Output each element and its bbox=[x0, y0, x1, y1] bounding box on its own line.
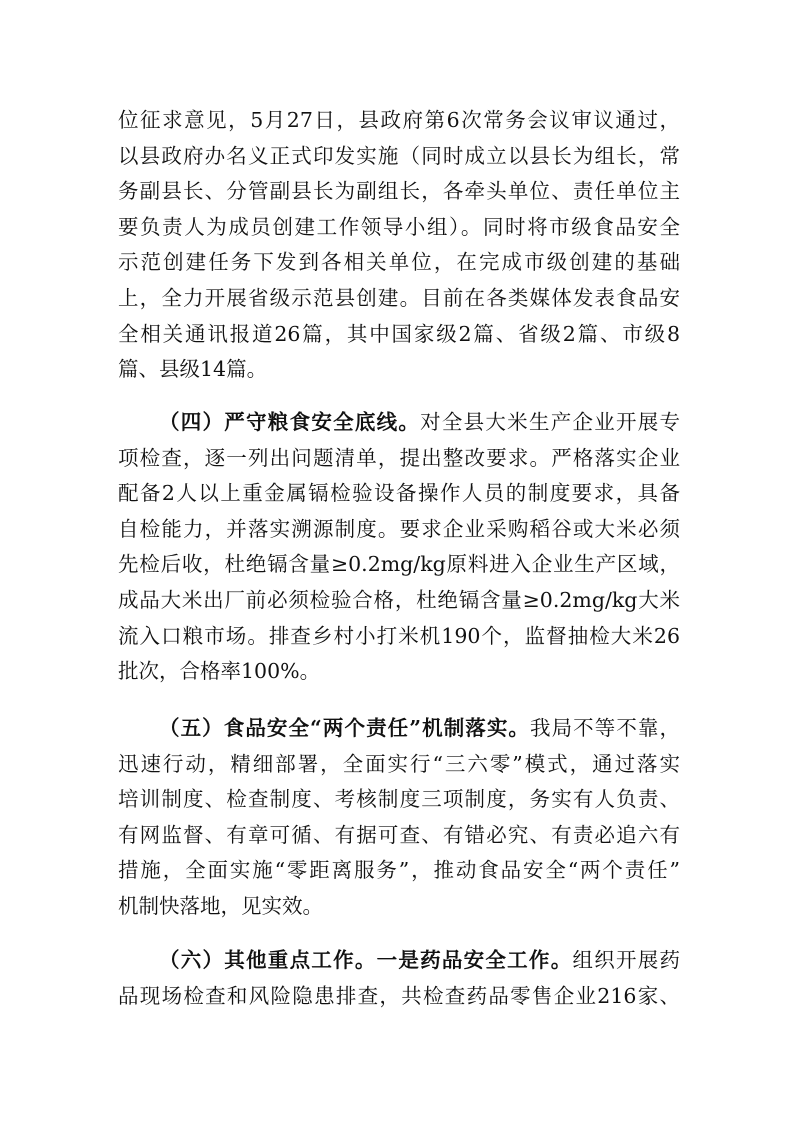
text-line: 先检后收，杜绝镉含量≥0.2mg/kg原料进入企业生产区域， bbox=[118, 552, 680, 577]
text-line: 品现场检查和风险隐患排查，共检查药品零售企业216家、 bbox=[118, 983, 680, 1008]
text-line: 示范创建任务下发到各相关单位，在完成市级创建的基础 bbox=[118, 250, 680, 275]
text-line: 位征求意见，5月27日，县政府第6次常务会议审议通过， bbox=[118, 108, 680, 132]
text-run: 对全县大米生产企业开展专 bbox=[420, 410, 681, 434]
text-run: 我局不等不靠， bbox=[530, 716, 680, 740]
text-line: 机制快落地，见实效。 bbox=[118, 893, 323, 918]
text-line: 项检查，逐一列出问题清单，提出整改要求。严格落实企业 bbox=[118, 445, 680, 470]
text-line bbox=[118, 943, 680, 979]
paragraph-1 bbox=[118, 103, 680, 388]
text-line: 上，全力开展省级示范县创建。目前在各类媒体发表食品安 bbox=[118, 285, 680, 310]
paragraph-grain-safety bbox=[118, 405, 680, 690]
text-line: 篇、县级14篇。 bbox=[118, 357, 268, 382]
section-heading: （四）严守粮食安全底线。 bbox=[159, 410, 421, 434]
text-line: 以县政府办名义正式印发实施（同时成立以县长为组长，常 bbox=[118, 143, 680, 168]
text-line: 全相关通讯报道26篇，其中国家级2篇、省级2篇、市级8 bbox=[118, 321, 680, 346]
text-line bbox=[118, 405, 680, 441]
text-line bbox=[118, 711, 680, 747]
paragraph-two-responsibilities bbox=[118, 711, 680, 925]
text-line: 成品大米出厂前必须检验合格，杜绝镉含量≥0.2mg/kg大米 bbox=[118, 587, 680, 612]
text-line: 配备2人以上重金属镉检验设备操作人员的制度要求，具备 bbox=[118, 481, 680, 506]
text-line: 批次，合格率100%。 bbox=[118, 659, 321, 684]
text-line: 务副县长、分管副县长为副组长，各牵头单位、责任单位主 bbox=[118, 179, 680, 204]
section-heading: （六）其他重点工作。一是药品安全工作。 bbox=[159, 948, 573, 972]
text-line: 培训制度、检查制度、考核制度三项制度，务实有人负责、 bbox=[118, 787, 680, 812]
text-line: 自检能力，并落实溯源制度。要求企业采购稻谷或大米必须 bbox=[118, 516, 680, 541]
text-line: 有网监督、有章可循、有据可查、有错必究、有责必追六有 bbox=[118, 822, 680, 847]
text-line: 要负责人为成员创建工作领导小组）。同时将市级食品安全 bbox=[118, 214, 680, 239]
text-line: 流入口粮市场。排查乡村小打米机190个，监督抽检大米26 bbox=[118, 623, 680, 648]
paragraph-other-key-work bbox=[118, 943, 680, 1014]
text-run: 组织开展药 bbox=[572, 948, 681, 972]
text-line: 措施，全面实施“零距离服务”，推动食品安全“两个责任” bbox=[118, 858, 680, 883]
section-heading: （五）食品安全“两个责任”机制落实。 bbox=[159, 716, 531, 740]
text-line: 迅速行动，精细部署，全面实行“三六零”模式，通过落实 bbox=[118, 751, 680, 776]
